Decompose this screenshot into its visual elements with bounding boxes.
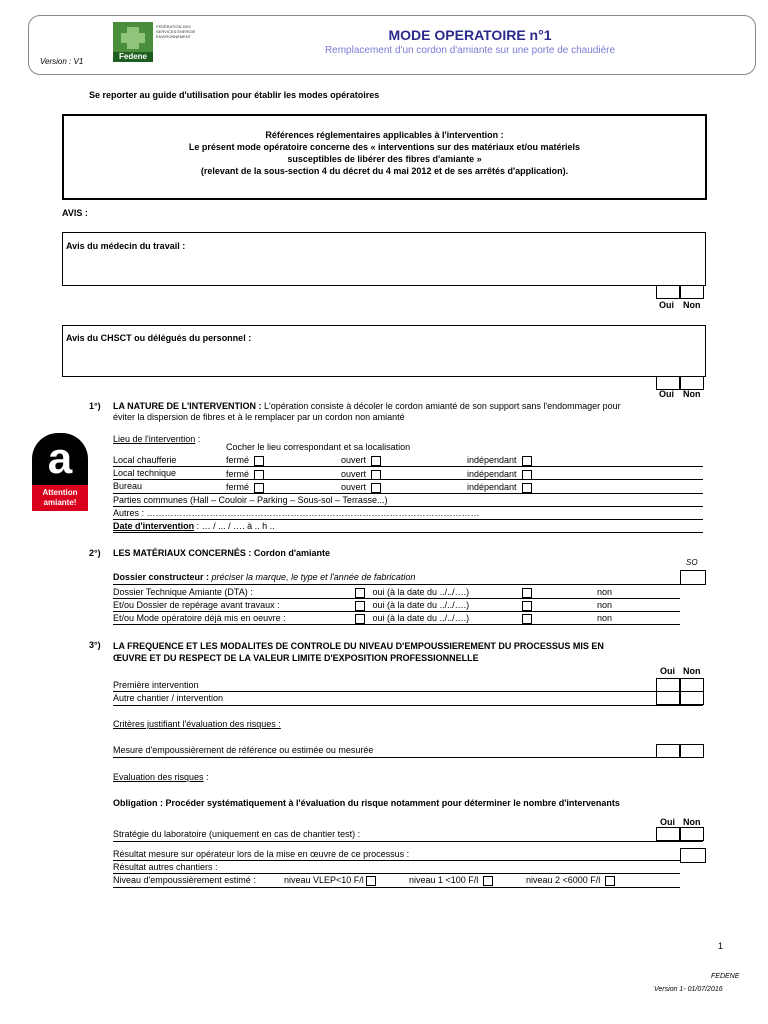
references-text [62, 129, 707, 177]
niveau-label: Niveau d'empoussièrement estimé : [113, 875, 256, 885]
premiere-non-cell[interactable] [680, 678, 704, 692]
date-intervention[interactable]: Date d'intervention : … / ... / …. à .. h .. [113, 521, 275, 531]
ref-line-1: Références réglementaires applicables à l'intervention : [265, 130, 504, 140]
checkbox[interactable] [522, 483, 532, 493]
dossier-constructeur: Dossier constructeur : préciser la marque, le type et l'année de fabrication [113, 572, 416, 582]
lieu-row-option[interactable]: fermé [226, 469, 264, 480]
section1-text1: L'opération consiste à décoler le cordon amianté de son support sans l'endommager pour [264, 401, 621, 411]
mesure-non-cell[interactable] [680, 744, 704, 758]
section2-number: 2°) [89, 548, 101, 558]
material-row-oui[interactable]: oui (à la date du ../../….) [355, 587, 469, 598]
strategie-label: Stratégie du laboratoire (uniquement en cas de chantier test) : [113, 829, 361, 839]
lieu-row-label: Local chaufferie [113, 455, 177, 465]
ref-line-3: susceptibles de libérer des fibres d'amiante » [287, 154, 482, 164]
section1-text2: éviter la dispersion de fibres et à le remplacer par un cordon non amianté [113, 412, 405, 422]
version-label: Version : V1 [40, 57, 84, 66]
page-subtitle: Remplacement d'un cordon d'amiante sur une porte de chaudière [324, 45, 616, 56]
checkbox[interactable] [355, 614, 365, 624]
attention-amiante-logo [32, 433, 88, 511]
chsct-oui-cell[interactable] [656, 376, 680, 390]
lieu-label: Lieu de l'intervention : [113, 434, 201, 444]
section2-title: LES MATÉRIAUX CONCERNÉS : Cordon d'amiante [113, 548, 330, 558]
resultat-label: Résultat mesure sur opérateur lors de la mise en œuvre de ce processus : [113, 849, 410, 859]
attention-line2: amiante! [43, 498, 77, 507]
section1-intro [113, 401, 703, 423]
premiere-oui-cell[interactable] [656, 678, 680, 692]
checkbox[interactable] [522, 614, 532, 624]
medecin-non-cell[interactable] [680, 285, 704, 299]
fedene-logo [113, 22, 153, 62]
intro-text: Se reporter au guide d'utilisation pour établir les modes opératoires [89, 90, 380, 100]
s3-oui-header: Oui [660, 666, 675, 676]
lieu-row-option[interactable]: indépendant [467, 469, 532, 480]
checkbox[interactable] [254, 483, 264, 493]
parties-communes: Parties communes (Hall – Couloir – Parking – Sous-sol – Terrasse...) [113, 495, 388, 505]
avis-label: AVIS : [62, 208, 88, 218]
material-row-non-checkbox[interactable] [522, 613, 532, 624]
niveau-vlep-option[interactable]: niveau VLEP<10 F/l [284, 875, 376, 886]
checkbox[interactable] [371, 483, 381, 493]
autre-oui-cell[interactable] [656, 691, 680, 705]
checkbox[interactable] [371, 456, 381, 466]
lieu-row-option[interactable]: ouvert [341, 469, 381, 480]
medecin-label: Avis du médecin du travail : [66, 241, 186, 251]
chsct-non-label: Non [683, 389, 701, 399]
section3-number: 3°) [89, 640, 101, 650]
lieu-row-option[interactable]: fermé [226, 482, 264, 493]
mesure-label: Mesure d'empoussièrement de référence ou estimée ou mesurée [113, 745, 374, 755]
material-row-oui[interactable]: oui (à la date du ../../….) [355, 613, 469, 624]
attention-letter: a [47, 434, 73, 483]
material-row-non-checkbox[interactable] [522, 600, 532, 611]
niveau-2-option[interactable]: niveau 2 <6000 F/l [526, 875, 615, 886]
medecin-oui-label: Oui [659, 300, 674, 310]
lieu-row-option[interactable]: ouvert [341, 455, 381, 466]
checkbox[interactable] [366, 876, 376, 886]
s3-non-header: Non [683, 666, 701, 676]
s3-oui-header-2: Oui [660, 817, 675, 827]
section3-title: LA FREQUENCE ET LES MODALITES DE CONTROLE DU NIVEAU D'EMPOUSSIEREMENT DU PROCESSUS MIS EN ŒUVRE ET DU RESPECT DE LA VALEUR LIMITE D'EXPOSITION PROFESSIONNELLE [113, 641, 604, 663]
evaluation-label: Evaluation des risques : [113, 772, 209, 782]
attention-line1: Attention [42, 488, 78, 497]
ref-line-2: Le présent mode opératoire concerne des « interventions sur des matériaux et/ou matériels [188, 142, 581, 152]
medecin-non-label: Non [683, 300, 701, 310]
autre-non-cell[interactable] [680, 691, 704, 705]
lieu-row-option[interactable]: indépendant [467, 455, 532, 466]
material-row-non-checkbox[interactable] [522, 587, 532, 598]
material-row-label: Dossier Technique Amiante (DTA) : [113, 587, 253, 597]
medecin-oui-cell[interactable] [656, 285, 680, 299]
footer-version: Version 1- 01/07/2016 [654, 986, 723, 993]
lieu-row-option[interactable]: ouvert [341, 482, 381, 493]
so-cell[interactable] [680, 570, 706, 585]
resultat-cell[interactable] [680, 848, 706, 863]
ref-line-4: (relevant de la sous-section 4 du décret du 4 mai 2012 et de ses arrêtés d'application). [200, 166, 569, 176]
mesure-oui-cell[interactable] [656, 744, 680, 758]
checkbox[interactable] [254, 456, 264, 466]
strategie-oui-cell[interactable] [656, 827, 680, 841]
obligation-text: Obligation : Procéder systématiquement à l'évaluation du risque notamment pour déterminer le nombre d'intervenants [113, 798, 620, 808]
checkbox[interactable] [522, 588, 532, 598]
chsct-oui-label: Oui [659, 389, 674, 399]
material-row-non: non [597, 587, 613, 597]
premiere-intervention: Première intervention [113, 680, 199, 690]
section1-title: LA NATURE DE L'INTERVENTION : [113, 401, 262, 411]
niveau-1-option[interactable]: niveau 1 <100 F/l [409, 875, 493, 886]
page-number: 1 [718, 941, 724, 951]
chsct-label: Avis du CHSCT ou délégués du personnel : [66, 333, 252, 343]
logo-text: FÉDÉRATION DES SERVICES ÉNERGIE ENVIRONNEMENT [156, 24, 196, 39]
page-title: MODE OPERATOIRE n°1 [388, 27, 552, 43]
checkbox[interactable] [522, 601, 532, 611]
autre-chantier: Autre chantier / intervention [113, 693, 224, 703]
lieu-row-option[interactable]: indépendant [467, 482, 532, 493]
material-row-label: Et/ou Dossier de repérage avant travaux : [113, 600, 280, 610]
material-row-non: non [597, 613, 613, 623]
checkbox[interactable] [483, 876, 493, 886]
chsct-non-cell[interactable] [680, 376, 704, 390]
material-row-oui[interactable]: oui (à la date du ../../….) [355, 600, 469, 611]
lieu-row-option[interactable]: fermé [226, 455, 264, 466]
autres-field[interactable]: Autres : ………………………………………………………………………………………………… [113, 508, 480, 518]
logo-name: Fedene [113, 52, 153, 62]
cocher-text: Cocher le lieu correspondant et sa localisation [226, 442, 411, 452]
checkbox[interactable] [355, 588, 365, 598]
so-label: SO [686, 558, 698, 567]
criteres-label: Critères justifiant l'évaluation des risques : [113, 719, 281, 729]
resultat-autres-label: Résultat autres chantiers : [113, 862, 218, 872]
section1-number: 1°) [89, 401, 101, 411]
checkbox[interactable] [605, 876, 615, 886]
footer-org: FEDENE [711, 973, 740, 980]
checkbox[interactable] [522, 456, 532, 466]
checkbox[interactable] [355, 601, 365, 611]
strategie-non-cell[interactable] [680, 827, 704, 841]
lieu-row-label: Local technique [113, 468, 177, 478]
s3-non-header-2: Non [683, 817, 701, 827]
lieu-row-label: Bureau [113, 481, 143, 491]
material-row-label: Et/ou Mode opératoire déjà mis en oeuvre : [113, 613, 286, 623]
material-row-non: non [597, 600, 613, 610]
